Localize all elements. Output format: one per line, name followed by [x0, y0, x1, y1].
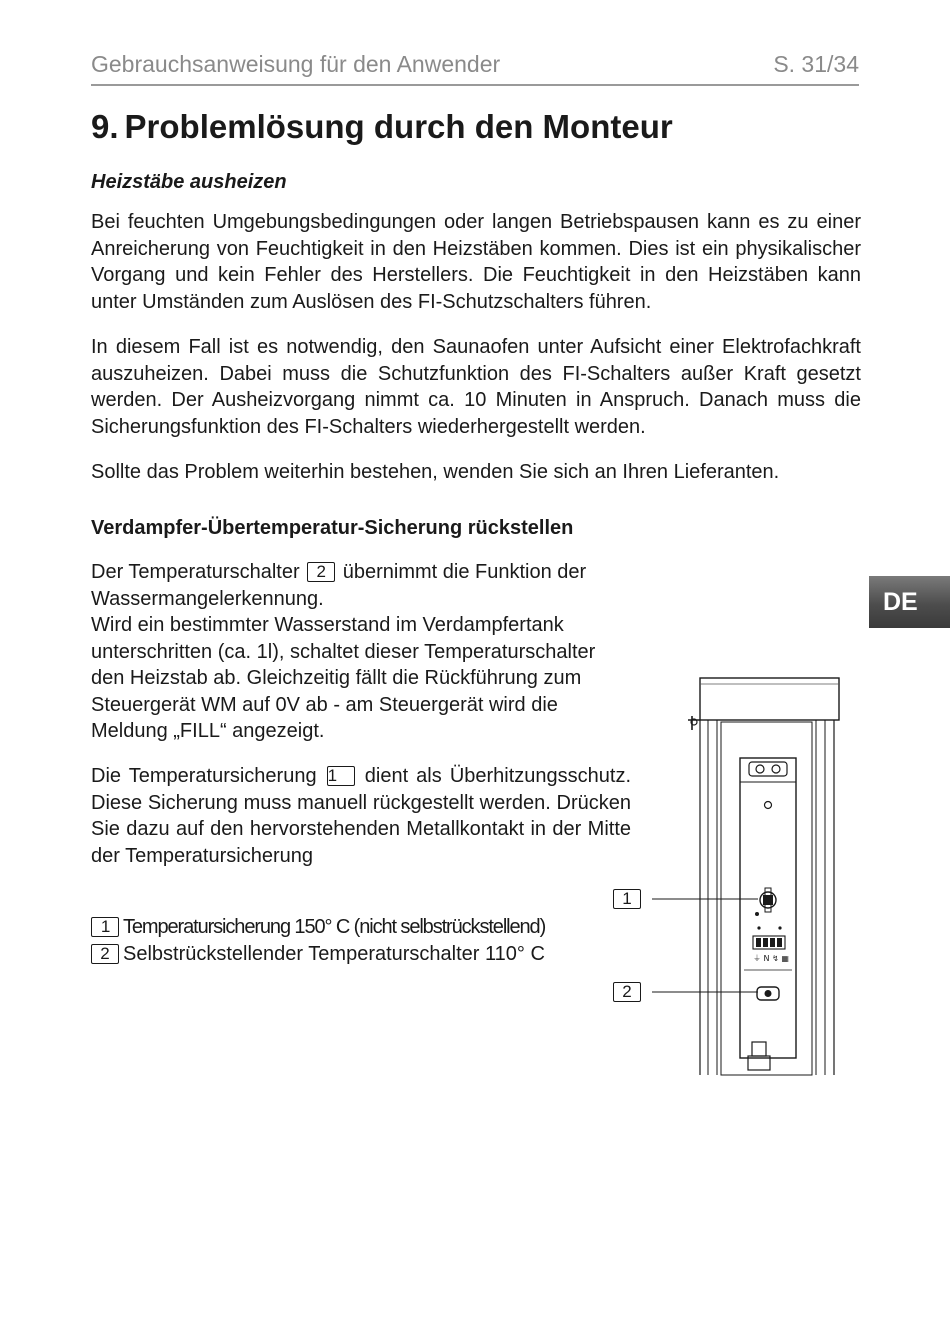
page-indicator: S. 31/34	[773, 51, 859, 77]
page-header	[91, 48, 859, 86]
callout-box-2: 2	[613, 982, 641, 1002]
legend-text-1: Temperatursicherung 150° C (nicht selbstrückstellend)	[123, 916, 546, 938]
p5-text-after: dient als Überhitzungsschutz. Diese Sicherung muss manuell rückgestellt werden. Drücken Sie dazu auf den hervorstehenden Metallkontakt in der Mitte der Temperatursicherung	[91, 765, 632, 867]
legend-number-2: 2	[91, 944, 119, 964]
callout-box-1: 1	[613, 889, 641, 909]
section-number: 9.	[91, 108, 119, 145]
legend-text-2: Selbstrückstellender Temperaturschalter 110° C	[123, 943, 545, 965]
section-title-text: Problemlösung durch den Monteur	[124, 108, 673, 145]
p4-text-rest: Wird ein bestimmter Wasserstand im Verdampfertank unterschritten (ca. 1l), schaltet dieser Temperaturschalter den Heizstab ab. Gleichzeitig fällt die Rückführung zum Steuergerät WM auf 0V ab - am Steuergerät wird die Meldung „FILL“ angezeigt.	[91, 614, 596, 742]
p4-text-before: Der Temperaturschalter	[91, 561, 300, 583]
heating-rods-heading: Heizstäbe ausheizen	[91, 171, 287, 193]
language-tab: DE	[869, 576, 950, 628]
ref-box-2: 2	[307, 562, 335, 582]
evaporator-drawing	[600, 670, 860, 1090]
legend	[91, 914, 545, 968]
section-title	[91, 108, 673, 146]
legend-item-2	[91, 941, 545, 968]
legend-item-1	[91, 914, 545, 941]
heating-rods-paragraph-3: Sollte das Problem weiterhin bestehen, wenden Sie sich an Ihren Lieferanten.	[91, 461, 780, 483]
heating-rods-paragraph-1: Bei feuchten Umgebungsbedingungen oder langen Betriebspausen kann es zu einer Anreicherung von Feuchtigkeit in den Heizstäben kommen. Dies ist ein physikalischer Vorgang und kein Fehler des Herstellers. Die Feuchtigkeit in den Heizstäben kann unter Umständen zum Auslösen des FI-Schutzschalters führen.	[91, 211, 861, 313]
p4-text-after: übernimmt die Funktion der Wassermangelerkennung.	[91, 561, 587, 610]
terminal-label: ⏚ N ↯ ▦	[753, 954, 789, 963]
evaporator-heading: Verdampfer-Übertemperatur-Sicherung rückstellen	[91, 517, 574, 539]
legend-number-1: 1	[91, 917, 119, 937]
evaporator-diagram	[600, 670, 860, 1090]
evaporator-paragraph-2	[91, 763, 631, 869]
p5-text-before: Die Temperatursicherung	[91, 765, 317, 787]
evaporator-paragraph-1	[91, 559, 621, 745]
document-title: Gebrauchsanweisung für den Anwender	[91, 51, 501, 77]
ref-box-1: 1	[327, 766, 355, 786]
heating-rods-paragraph-2: In diesem Fall ist es notwendig, den Saunaofen unter Aufsicht einer Elektrofachkraft auszuheizen. Dabei muss die Schutzfunktion des FI-Schalters außer Kraft gesetzt werden. Der Ausheizvorgang nimmt ca. 10 Minuten in Anspruch. Danach muss die Sicherungsfunktion des FI-Schalters wiederhergestellt werden.	[91, 336, 861, 438]
